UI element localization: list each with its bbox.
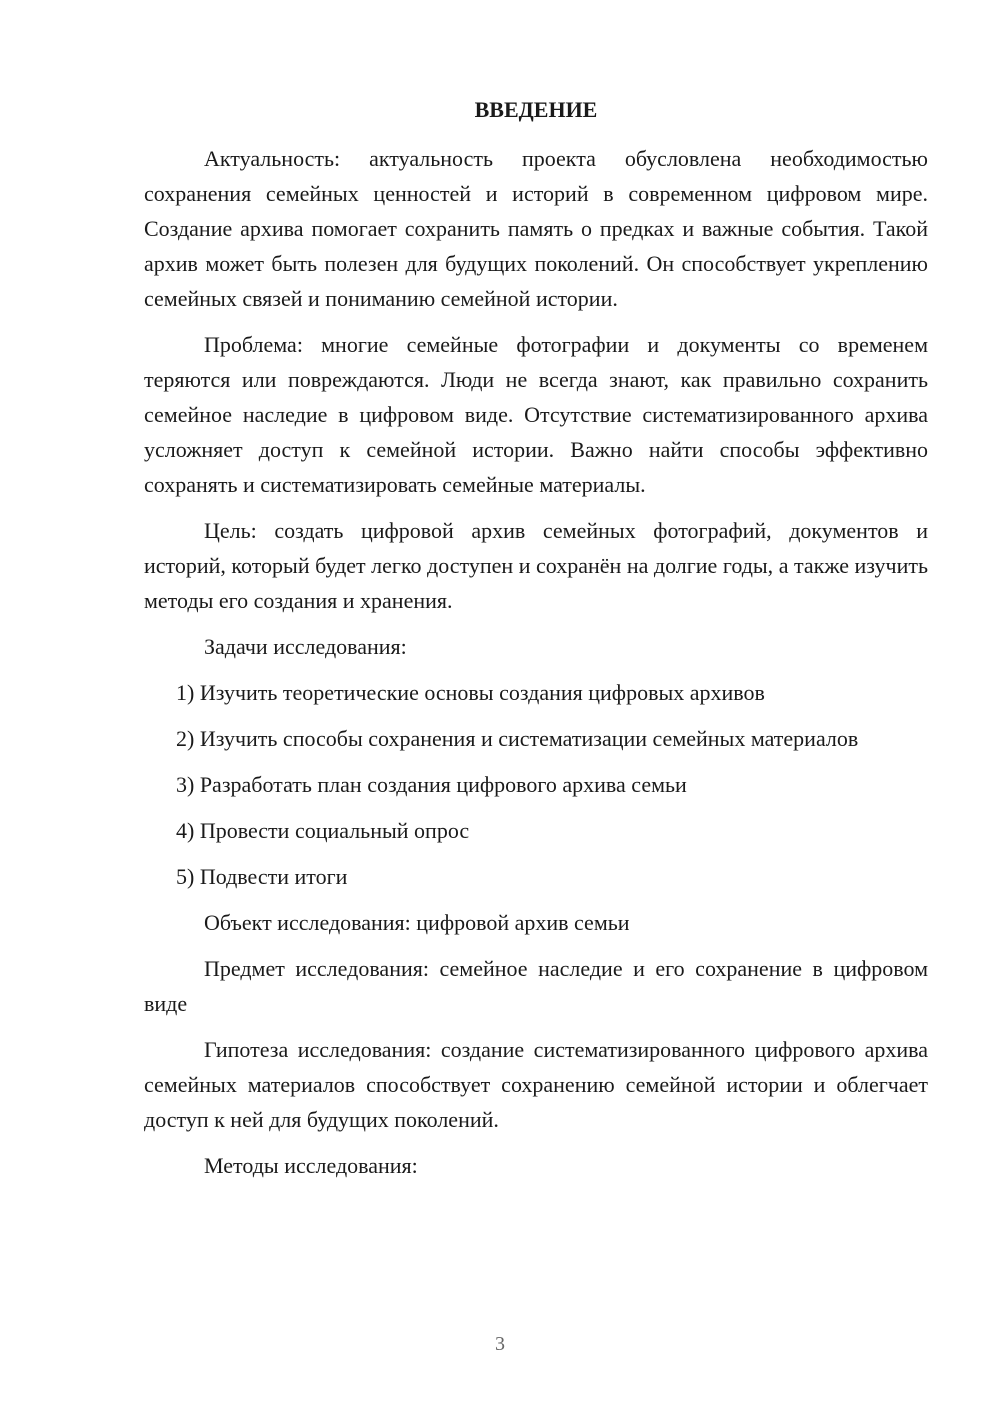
methods-heading: Методы исследования: [204,1153,418,1178]
task-item: 4) Провести социальный опрос [176,818,470,843]
task-item: 1) Изучить теоретические основы создания цифровых архивов [176,680,765,705]
goal-paragraph: Цель: создать цифровой архив семейных фотографий, документов и историй, который будет легко доступен и сохранён на долгие годы, а также изучить методы его создания и хранения. [144,518,928,613]
task-item: 5) Подвести итоги [176,864,348,889]
document-page [144,92,928,1194]
problem-paragraph: Проблема: многие семейные фотографии и документы со временем теряются или повреждаются. Люди не всегда знают, как правильно сохранить семейное наследие в цифровом виде. Отсутствие систематизированного архива усложняет доступ к семейной истории. Важно найти способы эффективно сохранять и систематизировать семейные материалы. [144,332,928,497]
object-paragraph: Объект исследования: цифровой архив семьи [204,910,630,935]
task-item: 3) Разработать план создания цифрового архива семьи [176,772,687,797]
section-title: ВВЕДЕНИЕ [474,97,598,122]
relevance-paragraph: Актуальность: актуальность проекта обусловлена необходимостью сохранения семейных ценностей и историй в современном цифровом мире. Создание архива помогает сохранить память о предках и важные события. Такой архив может быть полезен для будущих поколений. Он способствует укреплению семейных связей и пониманию семейной истории. [144,146,928,311]
task-item: 2) Изучить способы сохранения и систематизации семейных материалов [176,726,859,751]
page-number: 3 [495,1333,505,1355]
subject-paragraph: Предмет исследования: семейное наследие и его сохранение в цифровом виде [144,956,928,1016]
hypothesis-paragraph: Гипотеза исследования: создание систематизированного цифрового архива семейных материалов способствует сохранению семейной истории и облегчает доступ к ней для будущих поколений. [144,1037,928,1132]
tasks-heading: Задачи исследования: [204,634,407,659]
